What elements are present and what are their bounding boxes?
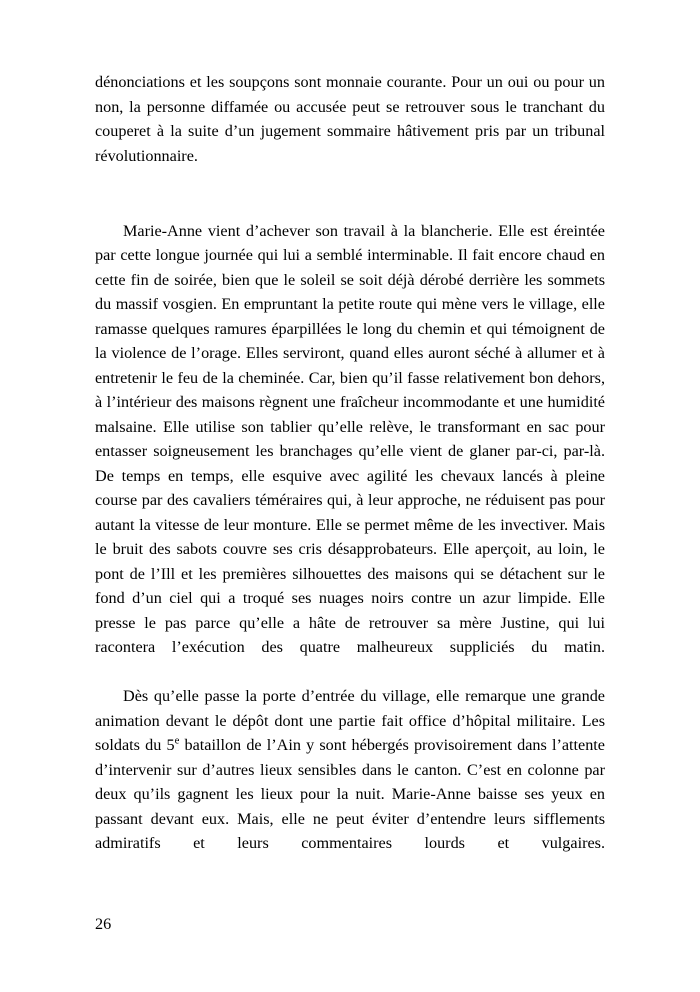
paragraph-marie-anne-blancherie: Marie-Anne vient d’achever son travail à la blancherie. Elle est éreintée par cette longue journée qui lui a semblé interminable. Il fait encore chaud en cette fin de soirée, bien que le soleil se soit déjà dérobé derrière les sommets du massif vosgien. En empruntant la petite route qui mène vers le village, elle ramasse quelques ramures éparpillées le long du chemin et qui témoignent de la violence de l’orage. Elles serviront, quand elles auront séché à allumer et à entretenir le feu de la cheminée. Car, bien qu’il fasse relativement bon dehors, à l’intérieur des maisons règnent une fraîcheur incommodante et une humidité malsaine. Elle utilise son tablier qu’elle relève, le transformant en sac pour entasser soigneusement les branchages qu’elle vient de glaner par-ci, par-là. De temps en temps, elle esquive avec agilité les chevaux lancés à pleine course par des cavaliers téméraires qui, à leur approche, ne réduisent pas pour autant la vitesse de leur monture. Elle se permet même de les invectiver. Mais le bruit des sabots couvre ses cris désapprobateurs. Elle aperçoit, au loin, le pont de l’Ill et les premières silhouettes des maisons qui se détachent sur le fond d’un ciel qui a troqué ses nuages noirs contre un azur limpide. Elle presse le pas parce qu’elle a hâte de retrouver sa mère Justine, qui lui racontera l’exécution des quatre malheureux suppliciés du matin.	[95, 221, 605, 656]
page-text-block	[95, 70, 605, 880]
paragraph-continuation: dénonciations et les soupçons sont monnaie courante. Pour un oui ou pour un non, la personne diffamée ou accusée peut se retrouver sous le tranchant du couperet à la suite d’un jugement sommaire hâtivement pris par un tribunal révolutionnaire.	[95, 73, 605, 165]
paragraph-text-tail: bataillon de l’Ain y sont hébergés provisoirement dans l’attente d’intervenir sur d’autres lieux sensibles dans le canton. C’est en colonne par deux qu’ils gagnent les lieux pour la nuit. Marie-Anne baisse ses yeux en passant devant eux. Mais, elle ne peut éviter d’entendre leurs sifflements admiratifs et leurs commentaires lourds et vulgaires.	[95, 736, 605, 852]
page-number: 26	[95, 915, 112, 933]
ordinal-superscript: e	[174, 734, 180, 747]
paragraph-porte-entree-village	[95, 684, 605, 880]
paragraph-text-lead: Dès qu’elle passe la porte d’entrée du village, elle remarque une grande animation devant le dépôt dont une partie fait office d’hôpital militaire. Les soldats du 5	[95, 687, 605, 754]
